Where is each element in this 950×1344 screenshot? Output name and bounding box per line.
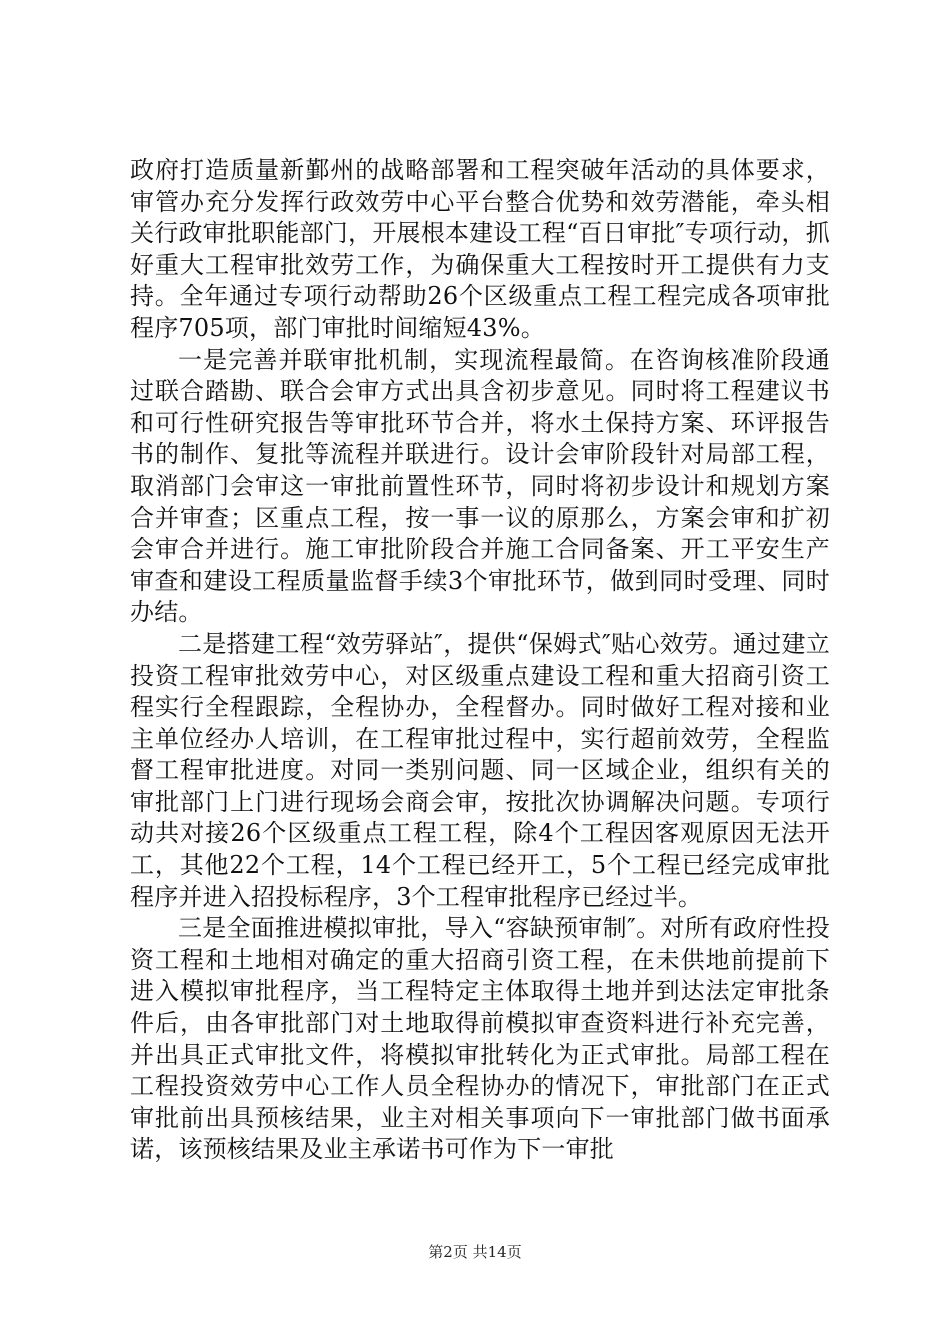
paragraph-1 [130,155,830,345]
text-line: 三是全面推进模拟审批，导入“容缺预审制″。对所有政府 [178,914,782,943]
text-line: 业，组织有关的审批部门上门进行现场会商会审，按批次协调 [130,756,831,816]
text-line: 政府打造质量新鄞州的战略部署和工程突破年活动的具体要求， [130,156,830,184]
text-line: 规划方案合并审查；区重点工程，按一事一议的原那么，方案 [130,471,830,532]
text-line: 过联合踏勘、联合会审方式出具含初步意见。同时将工程建议 [130,377,806,406]
text-line: 书和可行性研究报告等审批环节合并，将水土保持方案、环评 [130,377,830,437]
page-number: 第2页 共14页 [428,1243,522,1261]
text-line: 效劳，全程监督工程审批进度。对同一类别问题、同一区域企 [130,724,831,785]
text-line: 会审和扩初会审合并进行。施工审批阶段合并施工合同备案、 [130,503,830,564]
text-line: 审管办充分发挥行政效劳中心平台整合优势和效劳潜能，牵头 [130,187,806,216]
text-line: 工程，取消部门会审这一审批前置性环节，同时将初步设计和 [130,440,830,500]
text-line: 过建立投资工程审批效劳中心，对区级重点建设工程和重大招 [130,629,830,690]
text-line: 提前下进入模拟审批程序，当工程特定主体取得土地并到达法 [130,945,830,1006]
text-line: 程因客观原因无法开工，其他22个工程，14个工程已经开工， [130,819,830,880]
paragraph-3 [130,629,830,913]
text-line: 序已经过半。 [556,882,703,911]
text-line: 解决问题。专项行动共对接26个区级重点工程工程，除4个工 [130,787,830,848]
text-line: 批部门在正式审批前出具预核结果，业主对相关事项向下一审 [130,1072,831,1132]
text-line: 批部门做书面承诺，该预核结果及业主承诺书可作为下一审批 [130,1103,831,1164]
text-line: 一是完善并联审批机制，实现流程最简。在咨询核准阶段通 [178,345,830,374]
text-line: 程对接和业主单位经办人培训，在工程审批过程中，实行超前 [130,693,830,753]
text-line: 完成各项审批程序705项，部门审批时间缩短43%。 [130,282,831,342]
page-footer [0,1242,950,1262]
text-line: 相关行政审批职能部门，开展根本建设工程“百日审批″专项 [130,187,830,248]
text-line: 定审批条件后，由各审批部门对土地取得前模拟审查资料进行 [130,977,830,1038]
paragraph-2 [130,345,830,629]
text-line: 补充完善，并出具正式审批文件，将模拟审批转化为正式审批。 [130,1009,830,1069]
text-line: 性投资工程和土地相对确定的重大招商引资工程，在未供地前 [130,914,830,974]
text-line: 商引资工程实行全程跟踪，全程协办，全程督办。同时做好工 [130,661,830,722]
text-line: 开工平安生产审查和建设工程质量监督手续3个审批环节，做 [130,535,831,595]
text-line: 行动，抓好重大工程审批效劳工作，为确保重大工程按时开工 [130,219,830,279]
text-line: 局部工程在工程投资效劳中心工作人员全程协办的情况下，审 [130,1040,830,1101]
text-line: 提供有力支持。全年通过专项行动帮助26个区级重点工程工程 [130,250,830,311]
text-line: 5个工程已经完成审批程序并进入招投标程序，3个工程审批程 [130,851,830,911]
paragraph-4 [130,913,830,1166]
document-body [130,155,830,1166]
text-line: 二是搭建工程“效劳驿站″，提供“保姆式″贴心效劳。通 [178,629,758,658]
text-line: 报告书的制作、复批等流程并联进行。设计会审阶段针对局部 [130,408,830,469]
text-line: 到同时受理、同时办结。 [130,566,831,627]
